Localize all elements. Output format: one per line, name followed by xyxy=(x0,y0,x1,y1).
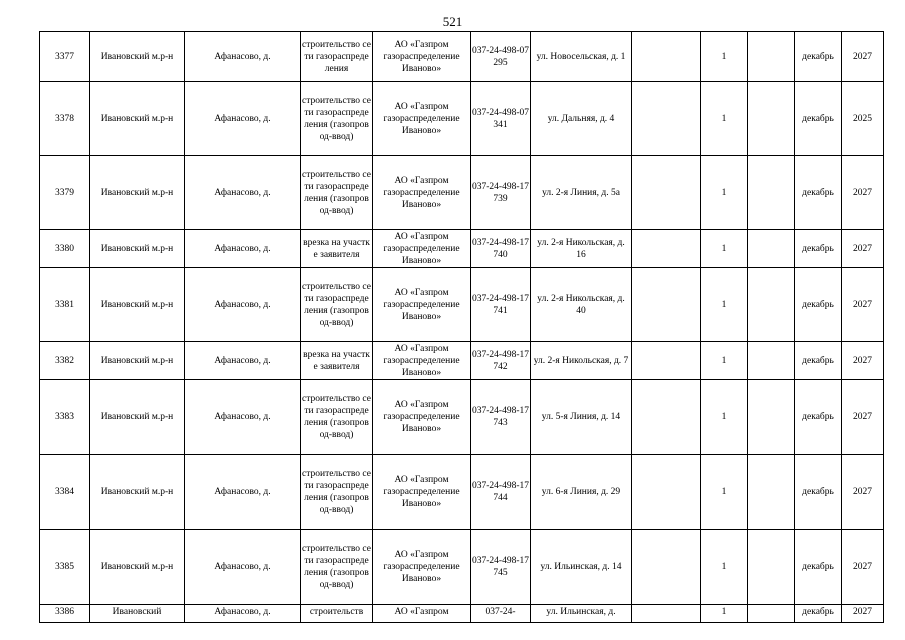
work-type-cell: строительств xyxy=(301,605,373,623)
district-cell: Ивановский м.р-н xyxy=(90,530,185,605)
registry-code-cell: 037-24-498-17740 xyxy=(471,230,531,268)
work-type-cell: строительство сети газораспределения (газопровод-ввод) xyxy=(301,455,373,530)
locality-cell: Афанасово, д. xyxy=(185,82,301,156)
work-type-cell: строительство сети газораспределения (газопровод-ввод) xyxy=(301,268,373,342)
address-cell: ул. Дальняя, д. 4 xyxy=(531,82,632,156)
organization-cell: АО «Газпром газораспределение Иваново» xyxy=(373,268,471,342)
address-cell: ул. Ильинская, д. xyxy=(531,605,632,623)
year-cell: 2027 xyxy=(842,455,884,530)
empty-cell xyxy=(748,268,795,342)
row-number-cell: 3379 xyxy=(40,156,90,230)
row-number-cell: 3377 xyxy=(40,32,90,82)
address-cell: ул. 6-я Линия, д. 29 xyxy=(531,455,632,530)
locality-cell: Афанасово, д. xyxy=(185,455,301,530)
organization-cell: АО «Газпром газораспределение Иваново» xyxy=(373,530,471,605)
work-type-cell: строительство сети газораспределения (газопровод-ввод) xyxy=(301,82,373,156)
row-number-cell: 3384 xyxy=(40,455,90,530)
locality-cell: Афанасово, д. xyxy=(185,605,301,623)
empty-cell xyxy=(632,605,701,623)
locality-cell: Афанасово, д. xyxy=(185,268,301,342)
registry-code-cell: 037-24-498-17745 xyxy=(471,530,531,605)
district-cell: Ивановский м.р-н xyxy=(90,230,185,268)
address-cell: ул. 2-я Никольская, д. 7 xyxy=(531,342,632,380)
address-cell: ул. 5-я Линия, д. 14 xyxy=(531,380,632,455)
empty-cell xyxy=(632,156,701,230)
locality-cell: Афанасово, д. xyxy=(185,380,301,455)
empty-cell xyxy=(632,82,701,156)
organization-cell: АО «Газпром газораспределение Иваново» xyxy=(373,380,471,455)
empty-cell xyxy=(748,342,795,380)
empty-cell xyxy=(632,342,701,380)
table-row xyxy=(40,156,884,230)
address-cell: ул. Ильинская, д. 14 xyxy=(531,530,632,605)
organization-cell: АО «Газпром газораспределение Иваново» xyxy=(373,455,471,530)
quantity-cell: 1 xyxy=(701,268,748,342)
row-number-cell: 3383 xyxy=(40,380,90,455)
quantity-cell: 1 xyxy=(701,605,748,623)
year-cell: 2027 xyxy=(842,268,884,342)
organization-cell: АО «Газпром газораспределение Иваново» xyxy=(373,82,471,156)
registry-code-cell: 037-24-498-17741 xyxy=(471,268,531,342)
district-cell: Ивановский м.р-н xyxy=(90,455,185,530)
address-cell: ул. 2-я Никольская, д. 40 xyxy=(531,268,632,342)
table-row xyxy=(40,380,884,455)
district-cell: Ивановский xyxy=(90,605,185,623)
work-type-cell: врезка на участке заявителя xyxy=(301,230,373,268)
year-cell: 2027 xyxy=(842,380,884,455)
quantity-cell: 1 xyxy=(701,32,748,82)
month-cell: декабрь xyxy=(795,530,842,605)
quantity-cell: 1 xyxy=(701,380,748,455)
registry-code-cell: 037-24-498-17739 xyxy=(471,156,531,230)
district-cell: Ивановский м.р-н xyxy=(90,82,185,156)
empty-cell xyxy=(632,32,701,82)
month-cell: декабрь xyxy=(795,82,842,156)
month-cell: декабрь xyxy=(795,230,842,268)
empty-cell xyxy=(748,230,795,268)
registry-code-cell: 037-24-498-17744 xyxy=(471,455,531,530)
address-cell: ул. Новосельская, д. 1 xyxy=(531,32,632,82)
locality-cell: Афанасово, д. xyxy=(185,342,301,380)
row-number-cell: 3382 xyxy=(40,342,90,380)
quantity-cell: 1 xyxy=(701,342,748,380)
quantity-cell: 1 xyxy=(701,230,748,268)
empty-cell xyxy=(748,455,795,530)
quantity-cell: 1 xyxy=(701,156,748,230)
empty-cell xyxy=(632,380,701,455)
empty-cell xyxy=(632,230,701,268)
empty-cell xyxy=(632,530,701,605)
month-cell: декабрь xyxy=(795,156,842,230)
address-cell: ул. 2-я Линия, д. 5а xyxy=(531,156,632,230)
empty-cell xyxy=(748,32,795,82)
month-cell: декабрь xyxy=(795,380,842,455)
table-row xyxy=(40,230,884,268)
table-row xyxy=(40,268,884,342)
empty-cell xyxy=(632,268,701,342)
table-row xyxy=(40,605,884,623)
month-cell: декабрь xyxy=(795,32,842,82)
month-cell: декабрь xyxy=(795,455,842,530)
year-cell: 2025 xyxy=(842,82,884,156)
locality-cell: Афанасово, д. xyxy=(185,156,301,230)
table-row xyxy=(40,82,884,156)
organization-cell: АО «Газпром газораспределение Иваново» xyxy=(373,230,471,268)
row-number-cell: 3386 xyxy=(40,605,90,623)
registry-code-cell: 037-24-498-17743 xyxy=(471,380,531,455)
year-cell: 2027 xyxy=(842,156,884,230)
registry-code-cell: 037-24-498-07341 xyxy=(471,82,531,156)
year-cell: 2027 xyxy=(842,605,884,623)
empty-cell xyxy=(748,605,795,623)
work-type-cell: строительство сети газораспределения (газопровод-ввод) xyxy=(301,380,373,455)
month-cell: декабрь xyxy=(795,342,842,380)
table-row xyxy=(40,455,884,530)
work-type-cell: врезка на участке заявителя xyxy=(301,342,373,380)
empty-cell xyxy=(748,156,795,230)
empty-cell xyxy=(748,380,795,455)
year-cell: 2027 xyxy=(842,230,884,268)
table-row xyxy=(40,342,884,380)
row-number-cell: 3380 xyxy=(40,230,90,268)
locality-cell: Афанасово, д. xyxy=(185,32,301,82)
district-cell: Ивановский м.р-н xyxy=(90,32,185,82)
work-type-cell: строительство сети газораспределения xyxy=(301,32,373,82)
row-number-cell: 3378 xyxy=(40,82,90,156)
registry-code-cell: 037-24-498-17742 xyxy=(471,342,531,380)
district-cell: Ивановский м.р-н xyxy=(90,342,185,380)
row-number-cell: 3385 xyxy=(40,530,90,605)
page-number: 521 xyxy=(442,14,463,29)
work-type-cell: строительство сети газораспределения (газопровод-ввод) xyxy=(301,530,373,605)
empty-cell xyxy=(632,455,701,530)
quantity-cell: 1 xyxy=(701,455,748,530)
table-row xyxy=(40,32,884,82)
year-cell: 2027 xyxy=(842,342,884,380)
district-cell: Ивановский м.р-н xyxy=(90,268,185,342)
address-cell: ул. 2-я Никольская, д. 16 xyxy=(531,230,632,268)
district-cell: Ивановский м.р-н xyxy=(90,380,185,455)
year-cell: 2027 xyxy=(842,530,884,605)
empty-cell xyxy=(748,530,795,605)
registry-table xyxy=(39,31,884,623)
organization-cell: АО «Газпром xyxy=(373,605,471,623)
organization-cell: АО «Газпром газораспределение Иваново» xyxy=(373,342,471,380)
work-type-cell: строительство сети газораспределения (газопровод-ввод) xyxy=(301,156,373,230)
year-cell: 2027 xyxy=(842,32,884,82)
organization-cell: АО «Газпром газораспределение Иваново» xyxy=(373,32,471,82)
registry-code-cell: 037-24-498-07295 xyxy=(471,32,531,82)
row-number-cell: 3381 xyxy=(40,268,90,342)
registry-code-cell: 037-24- xyxy=(471,605,531,623)
quantity-cell: 1 xyxy=(701,530,748,605)
quantity-cell: 1 xyxy=(701,82,748,156)
district-cell: Ивановский м.р-н xyxy=(90,156,185,230)
table-row xyxy=(40,530,884,605)
locality-cell: Афанасово, д. xyxy=(185,230,301,268)
organization-cell: АО «Газпром газораспределение Иваново» xyxy=(373,156,471,230)
month-cell: декабрь xyxy=(795,605,842,623)
month-cell: декабрь xyxy=(795,268,842,342)
empty-cell xyxy=(748,82,795,156)
locality-cell: Афанасово, д. xyxy=(185,530,301,605)
